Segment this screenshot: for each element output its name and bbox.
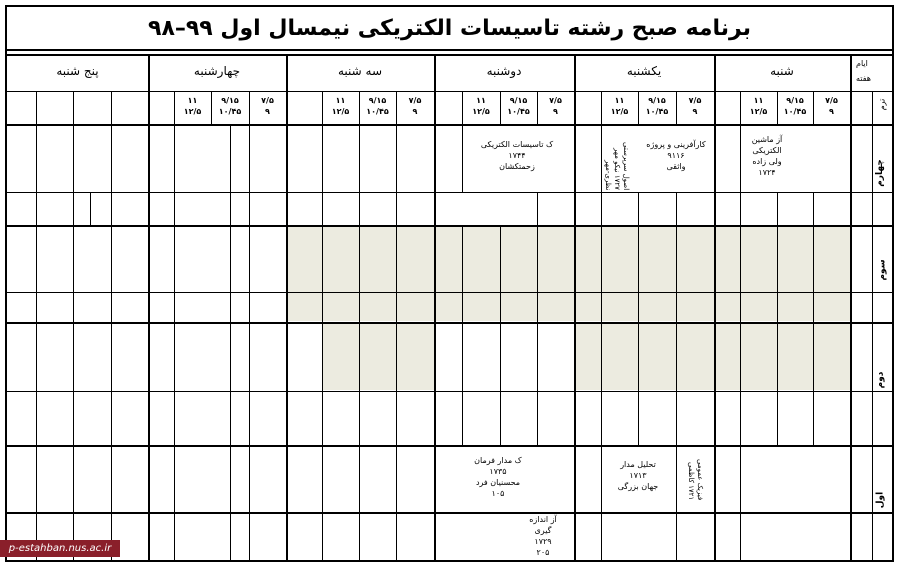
slot-sun-2: ۹/۱۵ ۱۰/۴۵ (645, 96, 669, 116)
slot-mon-3: ۱۱ ۱۲/۵ (472, 96, 490, 116)
day-monday: دوشنبه (486, 64, 522, 78)
slot-sat-2: ۹/۱۵ ۱۰/۴۵ (783, 96, 807, 116)
days-label-top: ایام (856, 59, 868, 68)
slot-wed-2: ۹/۱۵ ۱۰/۴۵ (218, 96, 242, 116)
slot-sat-1: ۷/۵ ۹ (825, 96, 838, 116)
days-label-bottom: هفته (856, 74, 871, 83)
term-label: ترم (877, 98, 887, 111)
slot-sun-3: ۱۱ ۱۲/۵ (610, 96, 629, 116)
term-label-2: دوم (875, 371, 886, 389)
course-mon-term4: ک تاسیسات الکتریکی ۱۷۴۴ زحمتکشان (480, 140, 554, 171)
course-sun-term1: تحلیل مدار ۱۷۱۳ جهان بزرگی (617, 460, 659, 491)
day-wednesday: چهارشنبه (193, 64, 241, 78)
shade-term3-tue-to-sat (286, 226, 850, 321)
slot-mon-2: ۹/۱۵ ۱۰/۴۵ (507, 96, 530, 116)
term-label-3: سوم (877, 259, 888, 281)
shade-term2-cell-a (434, 323, 574, 390)
slot-tue-3: ۱۱ ۱۲/۵ (331, 96, 350, 116)
day-thursday: پنج شنبه (56, 64, 99, 78)
course-sun-term4: کارآفرینی و پروژه ۹۱۱۶ واثقی (646, 140, 706, 171)
slot-tue-1: ۷/۵ ۹ (408, 96, 422, 116)
slot-sat-3: ۱۱ ۱۲/۵ (749, 96, 768, 116)
day-tuesday: سه شنبه (337, 64, 383, 78)
watermark: p-estahban.nus.ac.ir (0, 540, 120, 557)
slot-mon-1: ۷/۵ ۹ (549, 96, 562, 116)
slot-wed-3: ۱۱ ۱۲/۵ (183, 96, 202, 116)
course-sun-term4-vertical: اصول سرپرستی ۱۷۲۷ نیکو مهر نظری-مهر (604, 141, 630, 190)
course-mon-term1: ک مدار فرمان ۱۷۳۵ محسنیان فرد ۱۰۵ (474, 456, 522, 498)
course-sat-term4: آز ماشین الکتریکی ولی زاده ۱۷۲۴ (751, 135, 783, 177)
slot-wed-1: ۷/۵ ۹ (261, 96, 274, 116)
course-sun-term1-vertical: فیزیک عمومی ۱۷۲۱ کاظمی (687, 458, 704, 500)
page-title: برنامه صبح رشته تاسیسات الکتریکی نیمسال اول ۹۹–۹۸ (7, 7, 892, 51)
slot-sun-1: ۷/۵ ۹ (688, 96, 702, 116)
slot-tue-2: ۹/۱۵ ۱۰/۴۵ (366, 96, 389, 116)
term-label-4: چهارم (874, 159, 885, 187)
day-saturday: شنبه (770, 64, 794, 78)
shade-term2-cell-b (574, 323, 714, 390)
day-sunday: یکشنبه (626, 64, 662, 78)
course-mon-term1-b: آز اندازه گیری ۱۷۲۹ ۲۰۵ (529, 515, 557, 557)
term-label-1: اول (875, 491, 886, 509)
